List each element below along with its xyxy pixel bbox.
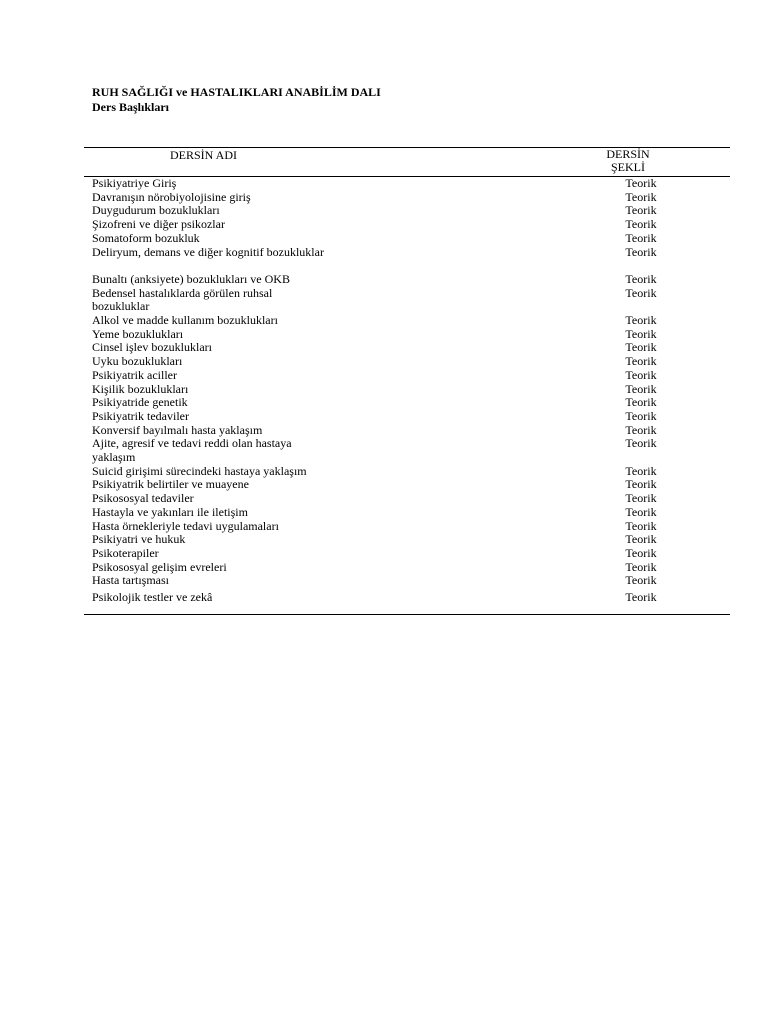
table-row: [92, 545, 657, 561]
document-title: RUH SAĞLIĞI ve HASTALIKLARI ANABİLİM DALI: [92, 85, 381, 99]
course-name: Psikiyatride genetik: [92, 395, 188, 410]
table-row: [92, 230, 657, 246]
course-name: Bunaltı (anksiyete) bozuklukları ve OKB: [92, 271, 290, 286]
course-name: Ajite, agresif ve tedavi reddi olan hastaya yaklaşım: [92, 436, 292, 465]
course-name: Kişilik bozuklukları: [92, 381, 189, 396]
course-name: Psikoterapiler: [92, 545, 159, 560]
course-name: Psikososyal tedaviler: [92, 491, 194, 506]
course-name: Hastayla ve yakınları ile iletişim: [92, 504, 248, 519]
course-type: Teorik: [625, 354, 657, 369]
table-row: [92, 463, 657, 479]
course-type: Teorik: [625, 217, 657, 232]
course-type: Teorik: [625, 422, 657, 437]
course-type: Teorik: [625, 491, 657, 506]
course-type: Teorik: [625, 590, 657, 605]
course-type: Teorik: [625, 395, 657, 410]
table-body: [92, 176, 657, 605]
course-name: Psikososyal gelişim evreleri: [92, 559, 227, 574]
course-type: Teorik: [625, 545, 657, 560]
course-type: Teorik: [625, 189, 657, 204]
course-name: Bedensel hastalıklarda görülen ruhsal bozukluklar: [92, 285, 273, 314]
course-name: Psikiyatrik tedaviler: [92, 408, 189, 423]
column-header-name: DERSİN ADI: [170, 148, 238, 162]
course-type: Teorik: [625, 463, 657, 478]
course-type: Teorik: [625, 176, 657, 190]
table-row: [92, 271, 657, 287]
table-row: [92, 285, 657, 314]
column-header-type-line1: DERSİN: [606, 147, 650, 161]
course-name: Şizofreni ve diğer psikozlar: [92, 217, 225, 232]
course-name: Somatoform bozukluk: [92, 230, 200, 245]
table-row: [92, 217, 657, 232]
course-type: Teorik: [625, 532, 657, 547]
course-name: Yeme bozuklukları: [92, 326, 184, 341]
table-bottom-rule: [84, 614, 730, 615]
course-type: Teorik: [625, 313, 657, 327]
table-row: [92, 436, 657, 465]
course-type: Teorik: [625, 244, 657, 259]
course-name: Duygudurum bozuklukları: [92, 203, 220, 218]
table-row: [92, 518, 657, 534]
table-row: [92, 395, 657, 410]
course-name: Psikolojik testler ve zekâ: [92, 590, 213, 605]
course-type: Teorik: [625, 367, 657, 382]
course-type: Teorik: [625, 408, 657, 423]
course-name: Psikiyatriye Giriş: [92, 176, 177, 190]
course-type: Teorik: [625, 340, 657, 355]
course-name: Hasta örnekleriyle tedavi uygulamaları: [92, 518, 279, 533]
course-type: Teorik: [625, 504, 657, 519]
course-type: Teorik: [625, 326, 657, 341]
course-type: Teorik: [625, 477, 657, 492]
table-row: [92, 244, 657, 273]
table-row: [92, 491, 657, 506]
course-name: Deliryum, demans ve diğer kognitif bozukluklar: [92, 244, 324, 259]
course-type: Teorik: [625, 271, 657, 286]
table-row: [92, 422, 657, 438]
course-name: Konversif bayılmalı hasta yaklaşım: [92, 422, 263, 437]
table-row: [92, 532, 657, 547]
course-name: Suicid girişimi sürecindeki hastaya yaklaşım: [92, 463, 307, 478]
course-type: Teorik: [625, 559, 657, 574]
course-type: Teorik: [625, 436, 657, 451]
table-row: [92, 477, 657, 492]
table-row: [92, 340, 657, 355]
course-type: Teorik: [625, 381, 657, 396]
course-name: Psikiyatrik belirtiler ve muayene: [92, 477, 249, 492]
course-type: Teorik: [625, 573, 657, 588]
course-type: Teorik: [625, 203, 657, 218]
course-name: Uyku bozuklukları: [92, 354, 183, 369]
document-subtitle: Ders Başlıkları: [92, 100, 169, 114]
table-row: [92, 176, 657, 191]
table-row: [92, 354, 657, 369]
course-type: Teorik: [625, 230, 657, 245]
table-row: [92, 381, 657, 397]
course-name: Cinsel işlev bozuklukları: [92, 340, 212, 355]
course-name: Hasta tartışması: [92, 573, 169, 588]
course-name: Alkol ve madde kullanım bozuklukları: [92, 313, 278, 327]
table-row: [92, 367, 657, 383]
column-header-type: [598, 148, 658, 174]
course-type: Teorik: [625, 285, 657, 300]
course-name: Davranışın nörobiyolojisine giriş: [92, 189, 251, 204]
table-row: [92, 326, 657, 342]
table-row: [92, 313, 657, 328]
table-row: [92, 504, 657, 520]
table-row: [92, 203, 657, 218]
table-row: [92, 189, 657, 205]
table-row: [92, 590, 657, 605]
table-row: [92, 573, 657, 588]
course-name: Psikiyatri ve hukuk: [92, 532, 186, 547]
table-row: [92, 559, 657, 575]
course-type: Teorik: [625, 518, 657, 533]
column-header-type-line2: ŞEKLİ: [611, 160, 645, 174]
course-name: Psikiyatrik aciller: [92, 367, 177, 382]
table-row: [92, 408, 657, 424]
